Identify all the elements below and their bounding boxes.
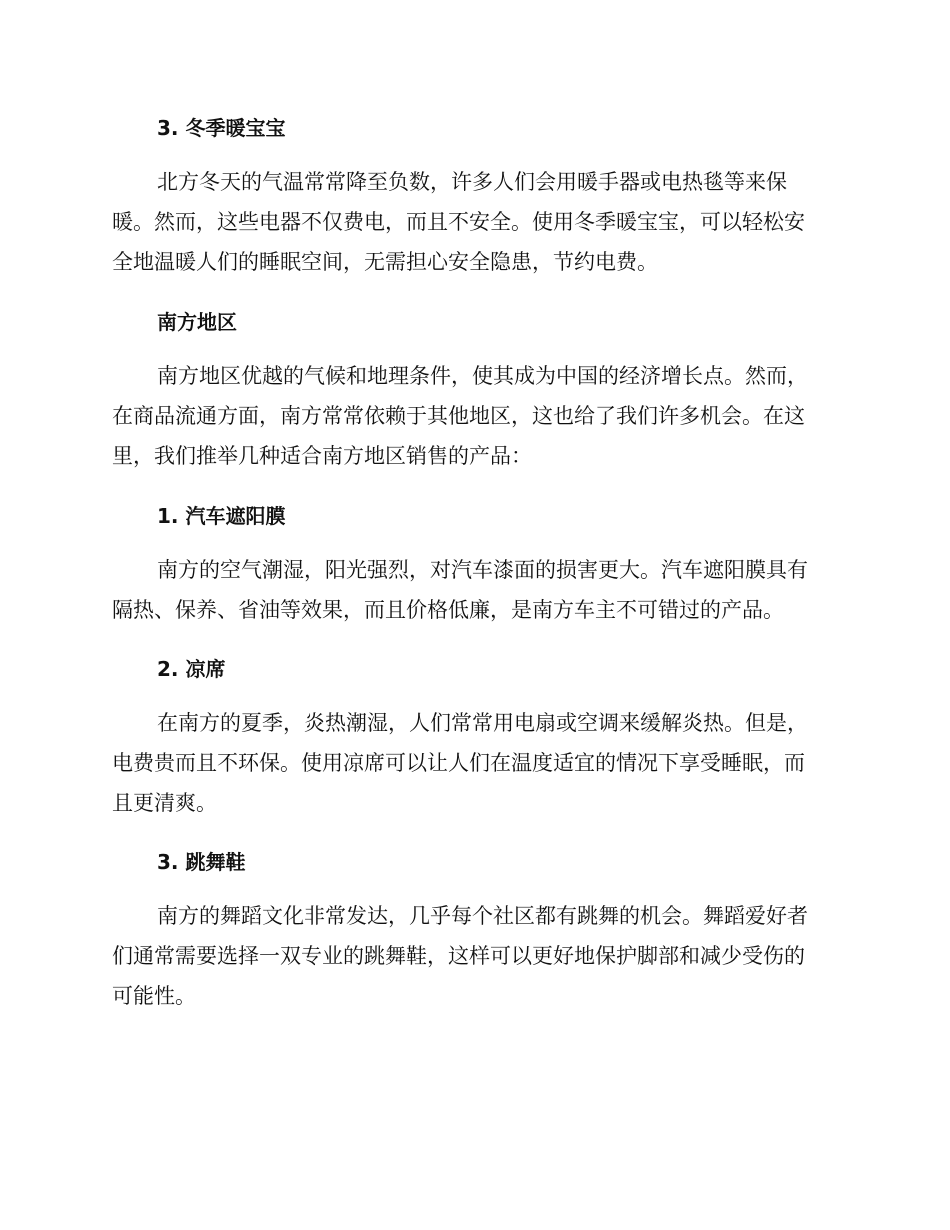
paragraph-line: 们通常需要选择一双专业的跳舞鞋，这样可以更好地保护脚部和减少受伤的 [112, 944, 805, 968]
paragraph-dance-shoes [112, 896, 832, 1016]
paragraph-line: 南方的空气潮湿，阳光强烈，对汽车漆面的损害更大。汽车遮阳膜具有 [157, 558, 808, 582]
paragraph-line: 电费贵而且不环保。使用凉席可以让人们在温度适宜的情况下享受睡眠，而 [112, 751, 805, 775]
paragraph-line: 北方冬天的气温常常降至负数，许多人们会用暖手器或电热毯等来保 [157, 170, 787, 194]
section-heading-winter-warmer: 3. 冬季暖宝宝 [157, 116, 286, 140]
section-heading-south-region: 南方地区 [157, 310, 237, 334]
paragraph-line: 南方地区优越的气候和地理条件，使其成为中国的经济增长点。然而， [157, 364, 808, 388]
paragraph-cool-mat [112, 703, 832, 823]
paragraph-car-sunshade [112, 550, 832, 630]
paragraph-line: 可能性。 [112, 984, 196, 1008]
paragraph-line: 在南方的夏季，炎热潮湿，人们常常用电扇或空调来缓解炎热。但是， [157, 711, 808, 735]
paragraph-line: 隔热、保养、省油等效果，而且价格低廉，是南方车主不可错过的产品。 [112, 598, 784, 622]
section-heading-cool-mat: 2. 凉席 [157, 657, 226, 681]
paragraph-line: 暖。然而，这些电器不仅费电，而且不安全。使用冬季暖宝宝，可以轻松安 [112, 210, 805, 234]
paragraph-line: 且更清爽。 [112, 791, 217, 815]
paragraph-line: 全地温暖人们的睡眠空间，无需担心安全隐患，节约电费。 [112, 250, 658, 274]
paragraph-line: 在商品流通方面，南方常常依赖于其他地区，这也给了我们许多机会。在这 [112, 404, 805, 428]
paragraph-line: 南方的舞蹈文化非常发达，几乎每个社区都有跳舞的机会。舞蹈爱好者 [157, 904, 808, 928]
section-heading-dance-shoes: 3. 跳舞鞋 [157, 850, 246, 874]
paragraph-winter-warmer [112, 162, 832, 282]
paragraph-line: 里，我们推举几种适合南方地区销售的产品： [112, 444, 532, 468]
section-heading-car-sunshade: 1. 汽车遮阳膜 [157, 504, 286, 528]
paragraph-south-region [112, 356, 832, 476]
